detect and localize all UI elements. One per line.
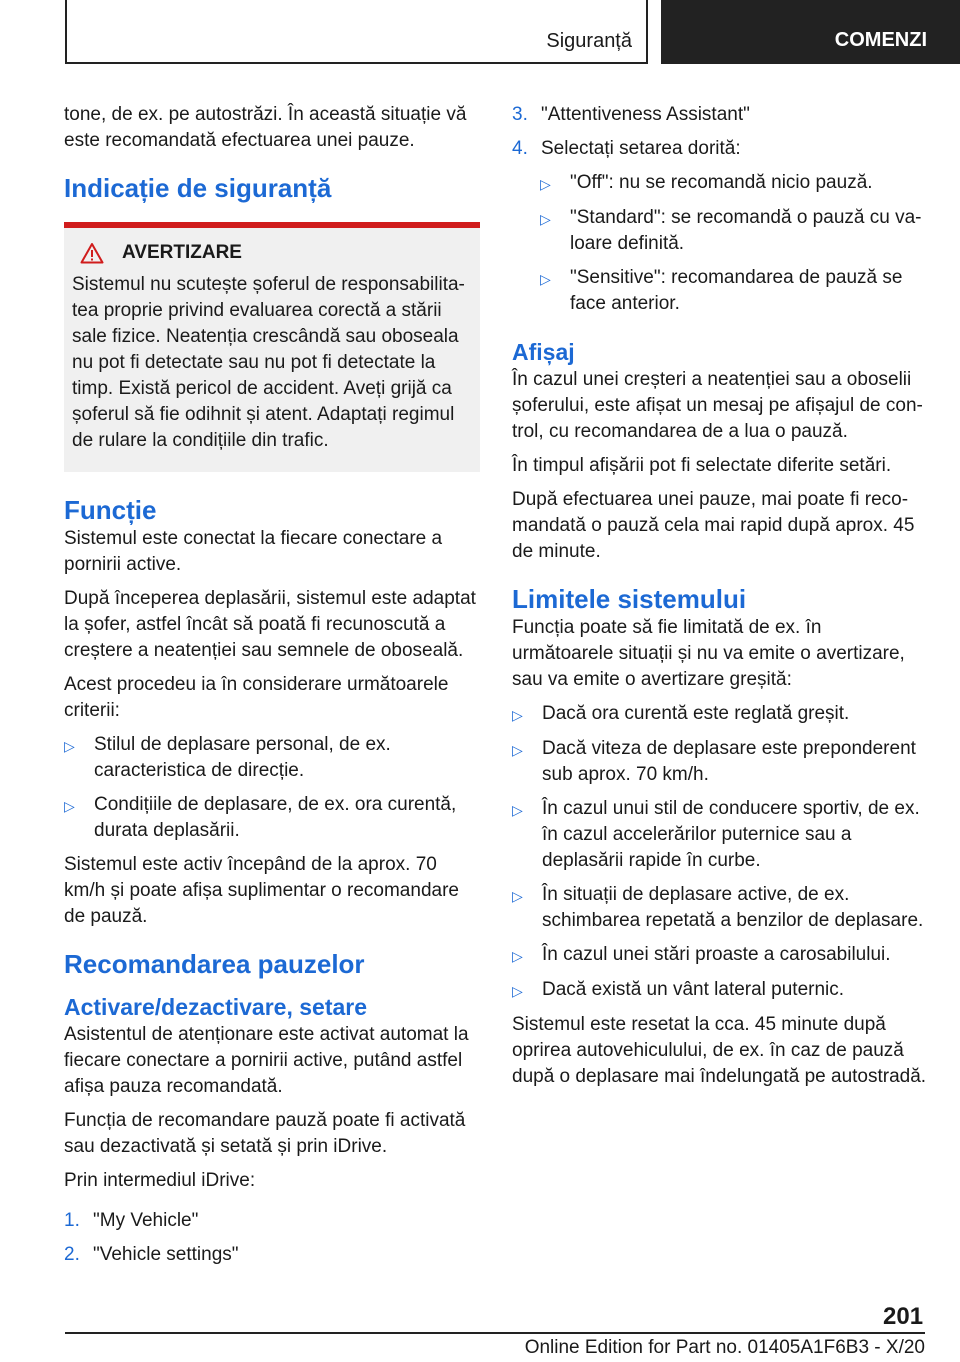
heading-pause-recommendation: Recomandarea pauzelor bbox=[64, 949, 365, 979]
warning-box bbox=[64, 222, 480, 472]
page-number: 201 bbox=[883, 1303, 924, 1330]
triangle-bullet-icon: ▷ bbox=[512, 802, 523, 818]
numbered-step bbox=[512, 102, 927, 128]
display-paragraph-3: După efectuarea unei pauze, mai poate fi recomandată o pauză cela mai rapid după aprox. 45 de minute. bbox=[512, 489, 915, 562]
header-chapter-label: COMENZI bbox=[834, 28, 927, 51]
footer-edition: Online Edition for Part no. 01405A1F6B3 - X/20 bbox=[524, 1337, 925, 1358]
list-item-text: În cazul unui stil de conducere sportiv, de ex. în cazul accelerărilor puternice sau a deplasării rapide în curbe. bbox=[542, 798, 920, 871]
display-paragraph-1: În cazul unei creșteri a neatenției sau a oboselii șoferului, este afișat un mesaj pe afișajul de control, cu recomandarea de a lua o pauză. bbox=[512, 369, 923, 442]
list-item-text: Stilul de deplasare personal, de ex. caracteristica de direcție. bbox=[94, 734, 391, 781]
triangle-bullet-icon: ▷ bbox=[540, 176, 551, 192]
warning-title: AVERTIZARE bbox=[122, 242, 242, 263]
function-paragraph-2: După începerea deplasării, sistemul este adaptat la șofer, astfel încât să poată fi recunoscută a creștere a neatenției sau semnele de oboseală. bbox=[64, 588, 476, 661]
list-item bbox=[512, 170, 927, 197]
header-chapter-tab bbox=[661, 0, 960, 64]
right-column bbox=[512, 102, 927, 1098]
triangle-bullet-icon: ▷ bbox=[64, 798, 75, 814]
list-item bbox=[512, 701, 927, 728]
left-column bbox=[64, 102, 480, 1276]
step-text: Selectați setarea dorită: bbox=[541, 138, 741, 159]
list-item-text: Condițiile de deplasare, de ex. ora curentă, durata deplasării. bbox=[94, 794, 457, 841]
heading-system-limits: Limitele sistemului bbox=[512, 584, 747, 614]
triangle-bullet-icon: ▷ bbox=[512, 888, 523, 904]
heading-safety: Indicație de siguranță bbox=[64, 173, 332, 203]
function-paragraph-3: Acest procedeu ia în considerare următoarele criterii: bbox=[64, 674, 449, 721]
step-number: 4. bbox=[512, 138, 528, 159]
pause-paragraph-3: Prin intermediul iDrive: bbox=[64, 1170, 256, 1191]
limits-paragraph-2: Sistemul este resetat la cca. 45 minute după oprirea autovehiculului, de ex. în caz de pauză după o deplasare mai îndelungată pe autostradă. bbox=[512, 1014, 927, 1087]
triangle-bullet-icon: ▷ bbox=[64, 738, 75, 754]
list-item bbox=[512, 942, 927, 969]
triangle-bullet-icon: ▷ bbox=[540, 271, 551, 287]
warning-triangle-icon bbox=[80, 242, 104, 264]
heading-activate-settings: Activare/dezactivare, setare bbox=[64, 994, 368, 1020]
limits-paragraph-1: Funcția poate să fie limitată de ex. în următoarele situații și nu va emite o avertizare, sau va emite o avertizare greșită: bbox=[512, 617, 905, 690]
step-number: 2. bbox=[64, 1244, 80, 1265]
list-item bbox=[512, 882, 927, 934]
step-text: "My Vehicle" bbox=[93, 1210, 199, 1231]
step-number: 3. bbox=[512, 104, 528, 125]
list-item bbox=[512, 265, 927, 317]
pause-paragraph-2: Funcția de recomandare pauză poate fi activată sau dezactivată și setată și prin iDrive. bbox=[64, 1110, 466, 1157]
list-item-text: Dacă viteza de deplasare este preponderent sub aprox. 70 km/h. bbox=[542, 738, 916, 785]
list-item bbox=[512, 977, 927, 1004]
step-text: "Vehicle settings" bbox=[93, 1244, 239, 1265]
list-item bbox=[512, 205, 927, 257]
step-text: "Attentiveness Assistant" bbox=[541, 104, 750, 125]
list-item-text: În cazul unei stări proaste a carosabilului. bbox=[542, 944, 891, 965]
list-item-text: Dacă ora curentă este reglată greșit. bbox=[542, 703, 850, 724]
function-paragraph-4: Sistemul este activ începând de la aprox. 70 km/h și poate afișa suplimentar o recomandare de pauză. bbox=[64, 854, 459, 927]
list-item bbox=[64, 732, 480, 784]
function-paragraph-1: Sistemul este conectat la fiecare conectare a pornirii active. bbox=[64, 528, 443, 575]
triangle-bullet-icon: ▷ bbox=[512, 707, 523, 723]
heading-display: Afișaj bbox=[512, 339, 575, 365]
display-paragraph-2: În timpul afișării pot fi selectate diferite setări. bbox=[512, 455, 892, 476]
warning-header bbox=[72, 242, 472, 264]
numbered-step bbox=[64, 1242, 480, 1268]
list-item-text: "Standard": se recomandă o pauză cu valoare definită. bbox=[570, 207, 922, 254]
list-item-text: "Sensitive": recomandarea de pauză se face anterior. bbox=[570, 267, 903, 314]
triangle-bullet-icon: ▷ bbox=[512, 983, 523, 999]
list-item-text: "Off": nu se recomandă nicio pauză. bbox=[570, 172, 873, 193]
list-item bbox=[512, 736, 927, 788]
numbered-step bbox=[64, 1208, 480, 1234]
heading-function: Funcție bbox=[64, 495, 157, 525]
triangle-bullet-icon: ▷ bbox=[512, 948, 523, 964]
step-number: 1. bbox=[64, 1210, 80, 1231]
triangle-bullet-icon: ▷ bbox=[540, 211, 551, 227]
intro-paragraph: tone, de ex. pe autostrăzi. În această situație vă este recomandată efectuarea unei pauze. bbox=[64, 104, 467, 151]
list-item bbox=[64, 792, 480, 844]
warning-text: Sistemul nu scutește șoferul de responsabilitatea proprie privind evaluarea corectă a stării sale fizice. Neatenția crescândă sau oboseala nu pot fi detectate sau nu pot fi detectate la timp. Există pericol de accident. Aveți grijă ca șoferul să fie odihnit și atent. Adaptați regimul de rulare la condițiile din trafic. bbox=[72, 274, 465, 451]
list-item bbox=[512, 796, 927, 874]
numbered-step bbox=[512, 136, 927, 162]
list-item-text: În situații de deplasare active, de ex. schimbarea repetată a benzilor de deplasare. bbox=[542, 884, 924, 931]
header-section-title: Siguranță bbox=[546, 30, 632, 52]
triangle-bullet-icon: ▷ bbox=[512, 742, 523, 758]
pause-paragraph-1: Asistentul de atenționare este activat automat la fiecare conectare a pornirii active, putând astfel afișa pauza recomandată. bbox=[64, 1024, 469, 1097]
header-frame bbox=[65, 0, 648, 64]
footer-divider bbox=[65, 1332, 925, 1334]
list-item-text: Dacă există un vânt lateral puternic. bbox=[542, 979, 845, 1000]
